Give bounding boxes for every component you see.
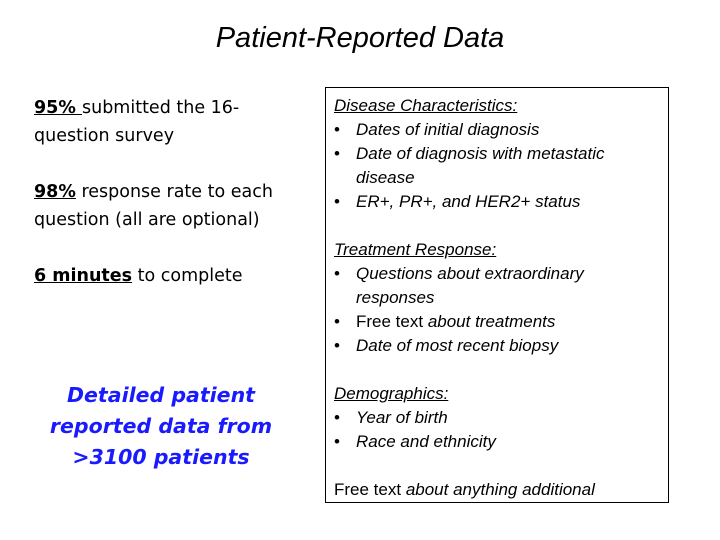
bullet-icon: • [334, 312, 340, 331]
demographics-section [334, 382, 662, 454]
disease-section [334, 94, 662, 214]
bullet-icon: • [334, 408, 340, 427]
list-item-text: Dates of initial diagnosis [356, 120, 540, 139]
list-item-text: Date of diagnosis with metastatic disease [356, 144, 605, 187]
list-item [334, 262, 662, 310]
stat-submitted-value: 95% [34, 98, 82, 118]
list-item-text: ER+, PR+, and HER2+ status [356, 192, 581, 211]
demographics-heading: Demographics: [334, 384, 449, 403]
bullet-icon: • [334, 120, 340, 139]
list-item-text: Race and ethnicity [356, 432, 496, 451]
disease-heading: Disease Characteristics: [334, 96, 518, 115]
bullet-icon: • [334, 336, 340, 355]
list-item [334, 430, 662, 454]
footer-text: about anything additional [401, 480, 595, 499]
stat-submitted [34, 94, 284, 150]
treatment-heading: Treatment Response: [334, 240, 497, 259]
stat-response-rate [34, 178, 284, 234]
bullet-icon: • [334, 432, 340, 451]
stat-response-rate-text: response rate to each question (all are optional) [34, 182, 273, 230]
list-item [334, 142, 662, 190]
free-text-label: Free text [356, 312, 424, 331]
bullet-icon: • [334, 192, 340, 211]
list-item-text: Year of birth [356, 408, 448, 427]
stats-column [34, 94, 284, 318]
list-item [334, 334, 662, 358]
slide-title: Patient-Reported Data [215, 22, 505, 54]
list-item [334, 406, 662, 430]
bullet-icon: • [334, 264, 340, 283]
stat-completion-time-text: to complete [132, 266, 243, 286]
stat-submitted-text: submitted the 16-question survey [34, 98, 240, 146]
highlight-callout: Detailed patient reported data from >3100 patients [49, 383, 273, 469]
list-item-text: Date of most recent biopsy [356, 336, 559, 355]
treatment-section [334, 238, 662, 358]
list-item-text: about treatments [423, 312, 556, 331]
survey-contents-box [325, 87, 669, 503]
bullet-icon: • [334, 144, 340, 163]
list-item [334, 118, 662, 142]
list-item-text: Questions about extraordinary responses [356, 264, 584, 307]
stat-completion-time [34, 262, 284, 290]
list-item [334, 190, 662, 214]
stat-response-rate-value: 98% [34, 182, 76, 202]
free-text-footer [334, 478, 662, 502]
free-text-label: Free text [334, 480, 402, 499]
stat-completion-time-value: 6 minutes [34, 266, 133, 286]
list-item [334, 310, 662, 334]
